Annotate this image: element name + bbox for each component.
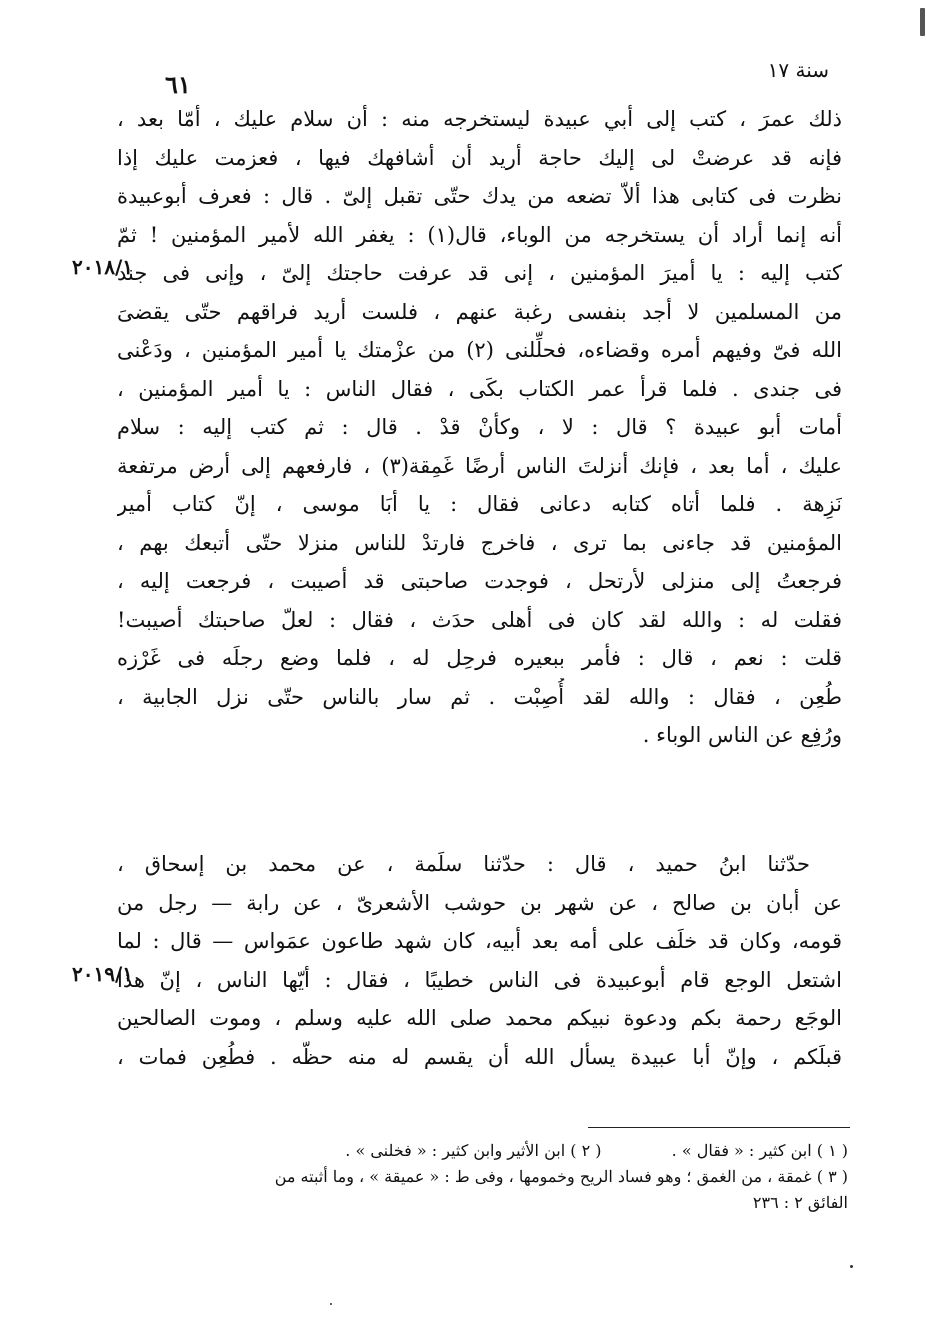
footnote-line bbox=[230, 1138, 848, 1164]
footnotes bbox=[230, 1138, 848, 1216]
text-line: كتب إليه : يا أميرَ المؤمنين ، إنى قد عرفت حاجتك إلىّ ، وإنى فى جند bbox=[117, 261, 842, 285]
scan-speck bbox=[850, 1265, 853, 1268]
running-header-year: سنة ١٧ bbox=[767, 58, 829, 82]
text-line: قومه، وكان قد خلَف على أمه بعد أبيه، كان شهد طاعون عمَواس — قال : لما bbox=[117, 929, 842, 953]
text-line: أمات أبو عبيدة ؟ قال : لا ، وكأنْ قدْ . قال : ثم كتب إليه : سلام bbox=[117, 415, 842, 439]
text-line: اشتعل الوجع قام أبوعبيدة فى الناس خطيبًا ، فقال : أيّها الناس ، إنّ هذا bbox=[117, 967, 842, 992]
text-line: نظرت فى كتابى هذا ألاّ تضعه من يدك حتّى تقبل إلىّ . قال : فعرف أبوعبيدة bbox=[117, 184, 842, 208]
text-line: عليك ، أما بعد ، فإنك أنزلتَ الناس أرضًا غَمِقة(٣) ، فارفعهم إلى أرض مرتفعة bbox=[117, 453, 842, 478]
text-line: قبلَكم ، وإنّ أبا عبيدة يسأل الله أن يقسم له منه حظّه . فطُعِن فمات ، bbox=[117, 1044, 842, 1069]
text-line: طُعِن ، فقال : والله لقد أُصِبْت . ثم سار بالناس حتّى نزل الجابية ، bbox=[117, 684, 842, 709]
footnote-2: ( ٢ ) ابن الأثير وابن كثير : « فخلنى » . bbox=[345, 1141, 602, 1160]
text-line: الوجَع رحمة بكم ودعوة نبيكم محمد صلى الله عليه وسلم ، وموت الصالحين bbox=[117, 1006, 842, 1030]
page-number: ٦١ bbox=[165, 70, 191, 99]
margin-reference-number: ٢٠١٩/١ bbox=[72, 962, 134, 986]
text-line: حدّثنا ابنُ حميد ، قال : حدّثنا سلَمة ، عن محمد بن إسحاق ، bbox=[117, 852, 810, 876]
text-line: فإنه قد عرضتْ لى إليك حاجة أريد أن أشافهك فيها ، فعزمت عليك إذا bbox=[117, 145, 842, 170]
text-line: قلت : نعم ، قال : فأمر ببعيره فرحِل له ، فلما وضع رجلَه فى غَرْزه bbox=[117, 646, 842, 670]
margin-reference-number: ٢٠١٨/١ bbox=[72, 255, 134, 279]
paragraph-1 bbox=[117, 100, 842, 755]
paragraph-2 bbox=[117, 845, 842, 1076]
scan-speck bbox=[330, 1303, 332, 1305]
scan-edge-mark bbox=[920, 8, 925, 36]
text-line: فقلت له : والله لقد كان فى أهلى حدَث ، فقال : لعلّ صاحبتك أصيبت! bbox=[117, 607, 842, 632]
footnote-1: ( ١ ) ابن كثير : « فقال » . bbox=[671, 1141, 848, 1160]
text-line: فرجعتُ إلى منزلى لأرتحل ، فوجدت صاحبتى قد أصيبت ، فرجعت إليه ، bbox=[117, 569, 842, 593]
text-line: أنه إنما أراد أن يستخرجه من الوباء، قال(١) : يغفر الله لأمير المؤمنين ! ثمّ bbox=[117, 222, 842, 247]
text-line: ورُفِع عن الناس الوباء . bbox=[642, 723, 842, 747]
text-line: عن أبان بن صالح ، عن شهر بن حوشب الأشعرىّ ، عن رابة — رجل من bbox=[117, 890, 842, 915]
footnote-3-continued: الفائق ٢ : ٢٣٦ bbox=[752, 1193, 848, 1212]
footnote-divider bbox=[588, 1127, 850, 1128]
footnote-3: ( ٣ ) غمقة ، من الغمق ؛ وهو فساد الريح وخمومها ، وفى ط : « عميقة » ، وما أثبته من bbox=[274, 1167, 848, 1186]
text-line: فى جندى . فلما قرأ عمر الكتاب بكَى ، فقال الناس : يا أمير المؤمنين ، bbox=[117, 376, 842, 401]
text-line: ذلك عمرَ ، كتب إلى أبي عبيدة ليستخرجه منه : أن سلام عليك ، أمّا بعد ، bbox=[117, 107, 842, 131]
text-line: المؤمنين قد جاءنى بما ترى ، فاخرج فارتدْ للناس منزلا حتّى أتبعك بهم ، bbox=[117, 530, 842, 555]
text-line: نَزِهة . فلما أتاه كتابه دعانى فقال : يا أبَا موسى ، إنّ كتاب أمير bbox=[117, 492, 842, 516]
text-line: الله فىّ وفيهم أمره وقضاءه، فحلِّلنى (٢) من عزْمتك يا أمير المؤمنين ، ودَعْنى bbox=[117, 338, 842, 362]
text-line: من المسلمين لا أجد بنفسى رغبة عنهم ، فلست أريد فراقهم حتّى يقضىَ bbox=[117, 299, 842, 324]
